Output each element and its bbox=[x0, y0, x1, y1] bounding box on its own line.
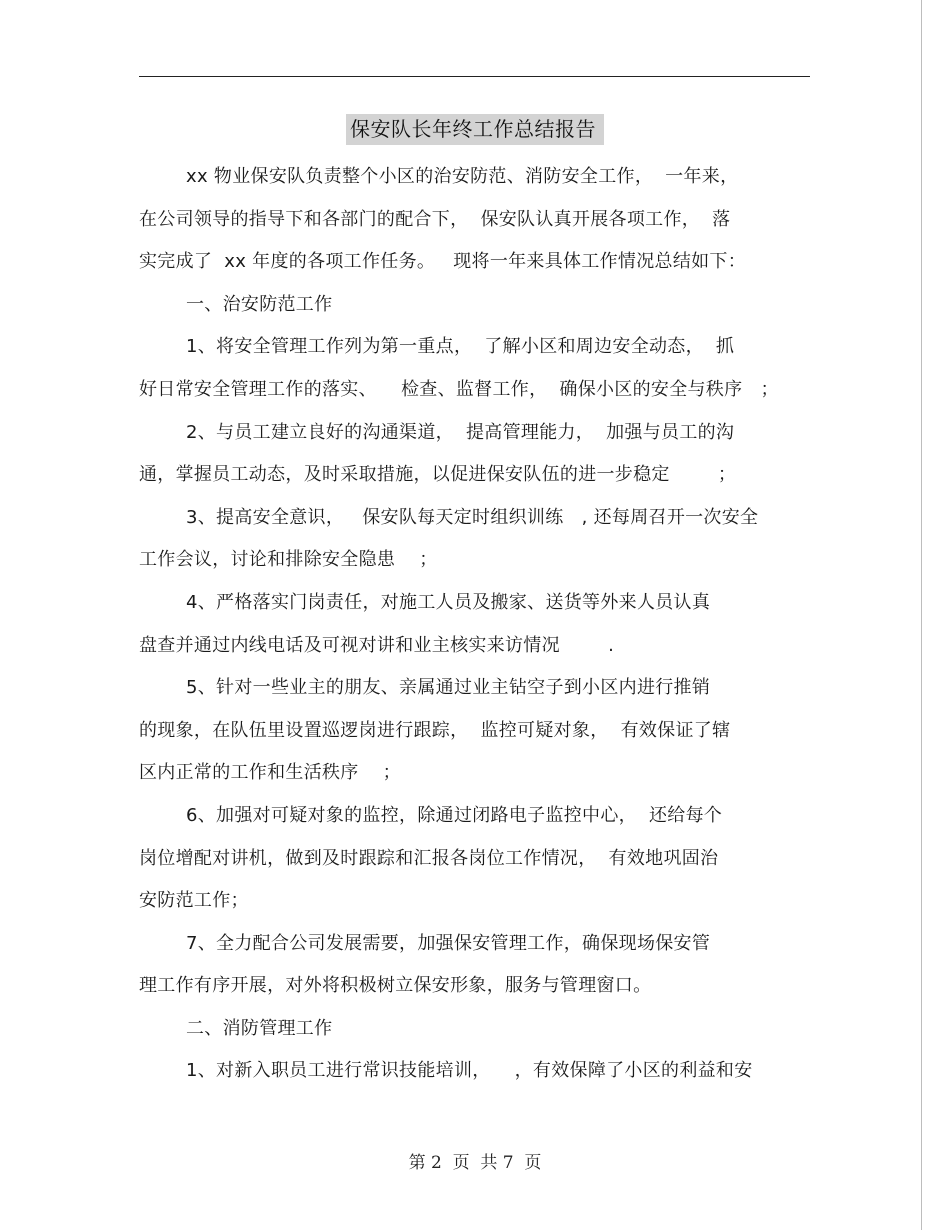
body-line: 盘查并通过内线电话及可视对讲和业主核实来访情况 . bbox=[139, 634, 615, 656]
body-line: 在公司领导的指导下和各部门的配合下， 保安队认真开展各项工作， 落 bbox=[139, 208, 731, 230]
body-line: xx 物业保安队负责整个小区的治安防范、消防安全工作， 一年来， bbox=[186, 166, 739, 187]
body-line: 2、与员工建立良好的沟通渠道， 提高管理能力， 加强与员工的沟 bbox=[186, 421, 735, 443]
body-line: 二、消防管理工作 bbox=[186, 1017, 333, 1039]
title-container bbox=[0, 114, 950, 145]
body-line: 理工作有序开展，对外将积极树立保安形象，服务与管理窗口。 bbox=[139, 975, 652, 997]
body-line: 6、加强对可疑对象的监控，除通过闭路电子监控中心， 还给每个 bbox=[186, 804, 723, 826]
body-line: 的现象，在队伍里设置巡逻岗进行跟踪， 监控可疑对象， 有效保证了辖 bbox=[139, 719, 731, 741]
document-title: 保安队长年终工作总结报告 bbox=[346, 114, 604, 145]
body-line: 区内正常的工作和生活秩序 ； bbox=[139, 762, 401, 784]
page-edge-divider bbox=[921, 0, 922, 1230]
body-line: 一、治安防范工作 bbox=[186, 293, 333, 315]
header-rule bbox=[139, 76, 810, 77]
body-line: 通，掌握员工动态，及时采取措施，以促进保安队伍的进一步稳定 ； bbox=[139, 464, 737, 486]
body-line: 工作会议，讨论和排除安全隐患 ； bbox=[139, 549, 438, 571]
body-line: 1、对新入职员工进行常识技能培训， ，有效保障了小区的利益和安 bbox=[186, 1060, 753, 1082]
body-line: 安防范工作； bbox=[139, 890, 249, 912]
body-line: 4、严格落实门岗责任，对施工人员及搬家、送货等外来人员认真 bbox=[186, 591, 711, 613]
body-line: 7、全力配合公司发展需要，加强保安管理工作，确保现场保安管 bbox=[186, 932, 711, 954]
page-number-footer: 第 2 页 共 7 页 bbox=[408, 1153, 542, 1173]
body-line: 3、提高安全意识， 保安队每天定时组织训练 , 还每周召开一次安全 bbox=[186, 506, 759, 528]
document-body bbox=[139, 156, 819, 1093]
body-line: 1、将安全管理工作列为第一重点， 了解小区和周边安全动态， 抓 bbox=[186, 336, 735, 358]
body-line: 岗位增配对讲机，做到及时跟踪和汇报各岗位工作情况， 有效地巩固治 bbox=[139, 847, 719, 869]
body-line: 好日常安全管理工作的落实、 检查、监督工作， 确保小区的安全与秩序 ； bbox=[139, 378, 779, 400]
body-line: 5、针对一些业主的朋友、亲属通过业主钻空子到小区内进行推销 bbox=[186, 677, 711, 699]
body-line: 实完成了 xx 年度的各项工作任务。 现将一年来具体工作情况总结如下： bbox=[139, 251, 747, 273]
